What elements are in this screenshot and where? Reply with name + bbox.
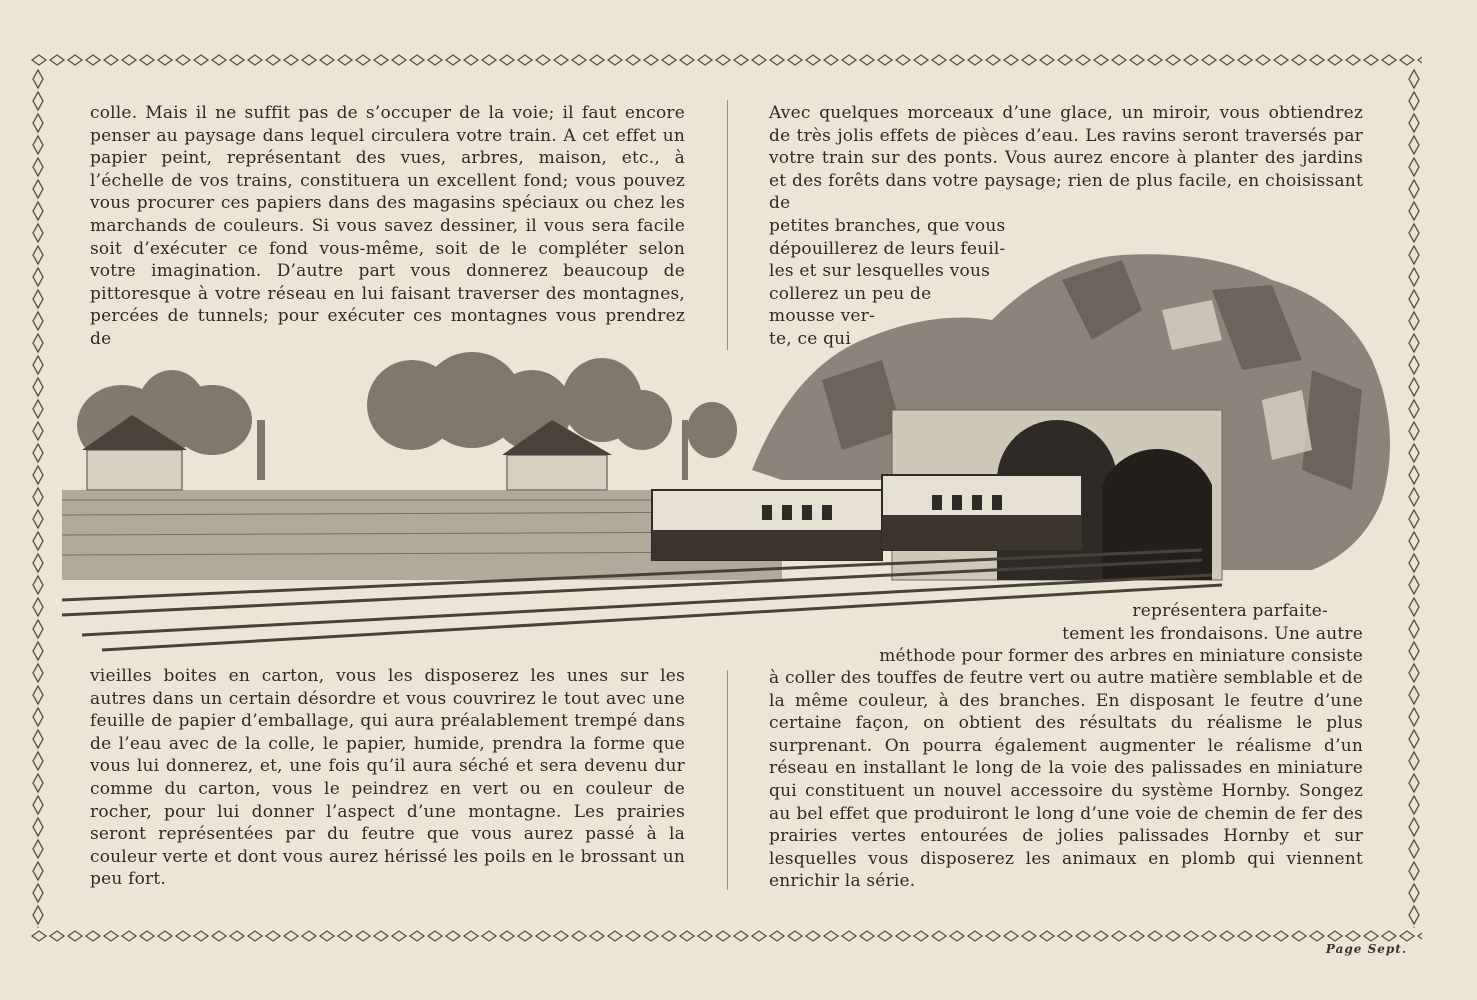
wrap-line: te, ce qui [769,328,851,349]
mid-line: méthode pour former des arbres en miniature consiste [879,646,1363,667]
page-number: Page Sept. [1325,942,1407,956]
left-column-top-text: colle. Mais il ne suffit pas de s’occuper de la voie; il faut encore penser au paysage dans lequel circulera votre train. A cet effet un papier peint, représentant des vues, arbres, maison, etc., à l’échelle de vos trains, constituera un excellent fond; vous pouvez vous procurer ces papiers dans des magasins spéciaux ou chez les marchands de couleurs. Si vous savez dessiner, il vous sera facile soit d’exécuter ce fond vous-même, soit de le compléter selon votre imagination. D’autre part vous donnerez beaucoup de pittoresque à votre réseau en lui faisant traverser des montagnes, percées de tunnels; pour exécuter ces montagnes vous prendrez de [90,103,685,349]
left-column-bottom-text: vieilles boites en carton, vous les disposerez les unes sur les autres dans un certain désordre et vous couvrirez le tout avec une feuille de papier d’emballage, qui aura préalablement trempé dans de l’eau avec de la colle, le papier, humide, prendra la forme que vous lui donnerez, et, une fois qu’il aura séché et sera devenu dur comme du carton, vous le peindrez en vert ou en couleur de rocher, pour lui donner l’aspect d’une montagne. Les prairies seront représentées par du feutre que vous aurez passé à la couleur verte et dont vous aurez hérissé les poils en le brossant un peu fort. [90,666,685,890]
right-column-mid-text [769,600,1363,668]
right-column-top-text: Avec quelques morceaux d’une glace, un miroir, vous obtiendrez de très jolis effets de pièces d’eau. Les ravins seront traversés par votre train sur des ponts. Vous aurez encore à planter des jardins et des forêts dans votre paysage; rien de plus facile, en choisissant de [769,103,1363,214]
wrap-line: dépouillerez de leurs feuil- [769,238,1006,259]
right-column-bottom-text: à coller des touffes de feutre vert ou autre matière semblable et de la même couleur, à des branches. En disposant le feutre d’une certaine façon, on obtient des résultats du réalisme le plus surprenant. On pourra également augmenter le réalisme d’un réseau en installant le long de la voie des palissades en miniature qui constituent un nouvel accessoire du système Hornby. Songez au bel effet que produiront le long d’une voie de chemin de fer des prairies vertes entourées de jolies palissades Hornby et sur lesquelles vous disposerez les animaux en plomb qui viennent enrichir la série. [769,668,1363,892]
wrap-line: collerez un peu de [769,283,932,304]
column-divider-bottom [727,670,728,890]
mid-line: tement les frondaisons. Une autre [1062,623,1363,644]
bottom-ornament-border [30,928,1422,944]
mid-line: représentera parfaite- [1132,601,1328,621]
top-ornament-border [30,52,1422,68]
left-ornament-border [30,68,46,928]
wrap-line: petites branches, que vous [769,216,1006,236]
train [652,475,1082,560]
wrap-line: les et sur lesquelles vous [769,261,991,282]
wrap-line: mousse ver- [769,306,875,327]
